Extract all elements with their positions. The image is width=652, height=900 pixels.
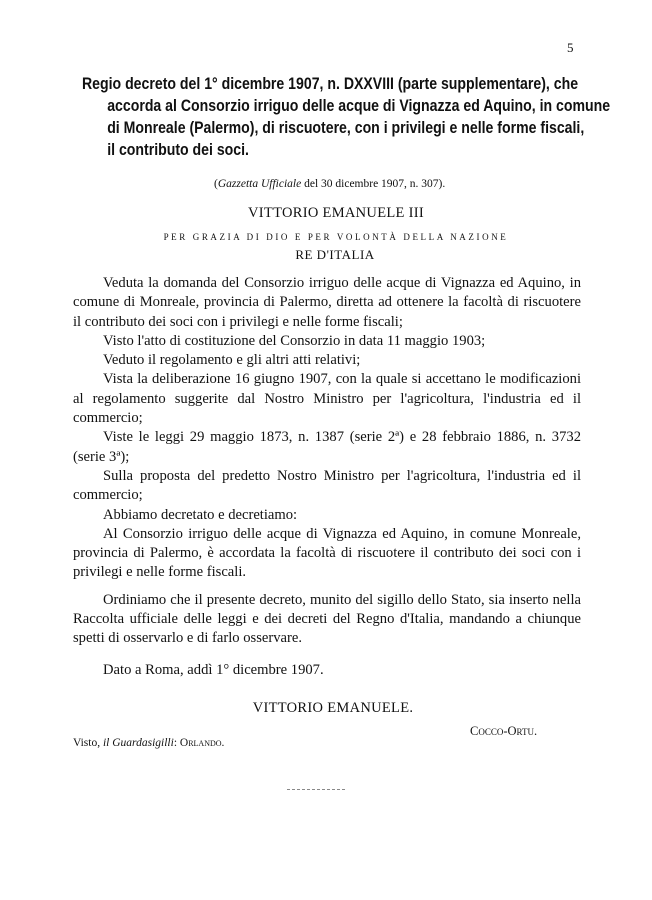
decree-title-line-3: di Monreale (Palermo), di riscuotere, con i privilegi e nelle forme fiscali, bbox=[107, 118, 585, 137]
decree-title-line-4: il contributo dei soci. bbox=[107, 140, 249, 159]
paragraph-laws: Viste le leggi 29 maggio 1873, n. 1387 (serie 2ª) e 28 febbraio 1886, n. 3732 (serie 3ª); bbox=[73, 429, 581, 465]
paragraph-deliberation: Vista la deliberazione 16 giugno 1907, con la quale si accettano le modificazioni al regolamento suggerite dal Nostro Ministro per l'agricoltura, l'industria ed il commercio; bbox=[73, 371, 581, 427]
visto-separator: : bbox=[173, 737, 180, 749]
paragraph-grant: Al Consorzio irriguo delle acque di Vignazza ed Aquino, in comune Monreale, provincia di Palermo, è accordata la facoltà di riscuotere il contributo dei soci con i privilegi e nelle forme fiscali. bbox=[73, 525, 581, 581]
gazette-reference bbox=[214, 178, 445, 190]
decree-title bbox=[82, 73, 611, 161]
paragraph-regulation: Veduto il regolamento e gli altri atti relativi; bbox=[103, 352, 361, 369]
visto-prefix: Visto, bbox=[73, 737, 103, 749]
decree-title-line-1: Regio decreto del 1° dicembre 1907, n. DXXVIII (parte supplementare), che bbox=[82, 74, 579, 93]
paragraph-decree: Abbiamo decretato e decretiamo: bbox=[103, 506, 298, 523]
decree-body bbox=[73, 274, 581, 649]
paragraph-constitution-act: Visto l'atto di costituzione del Consorzio in data 11 maggio 1903; bbox=[103, 332, 486, 349]
end-rule bbox=[287, 789, 345, 790]
paragraph-proposal: Sulla proposta del predetto Nostro Ministro per l'agricoltura, l'industria ed il commercio; bbox=[73, 467, 581, 504]
signature-king: VITTORIO EMANUELE. bbox=[252, 700, 414, 716]
visto-line bbox=[73, 737, 224, 749]
visto-name: Orlando. bbox=[179, 737, 225, 749]
gazette-rest: del 30 dicembre 1907, n. 307). bbox=[301, 178, 446, 190]
king-name: VITTORIO EMANUELE III bbox=[248, 205, 424, 221]
page-number: 5 bbox=[567, 40, 574, 55]
gazette-open: ( bbox=[214, 178, 218, 190]
signature-minister: Cocco-Ortu. bbox=[470, 724, 538, 738]
gazette-name: Gazzetta Ufficiale bbox=[217, 178, 302, 190]
dated-line: Dato a Roma, addì 1° dicembre 1907. bbox=[103, 662, 324, 678]
visto-role: il Guardasigilli bbox=[102, 737, 174, 749]
decree-title-line-2: accorda al Consorzio irriguo delle acque di Vignazza ed Aquino, in comune bbox=[107, 96, 611, 115]
king-title: RE D'ITALIA bbox=[295, 247, 375, 262]
king-grace: PER GRAZIA DI DIO E PER VOLONTÀ DELLA NAZIONE bbox=[163, 232, 509, 242]
paragraph-order: Ordiniamo che il presente decreto, munito del sigillo dello Stato, sia inserto nella Raccolta ufficiale delle leggi e dei decreti del Regno d'Italia, mandando a chiunque spetti di osservarlo e di farlo osservare. bbox=[73, 591, 581, 647]
paragraph-request: Veduta la domanda del Consorzio irriguo delle acque di Vignazza ed Aquino, in comune di Monreale, provincia di Palermo, diretta ad ottenere la facoltà di riscuotere il contributo dei soci con i privilegi e nelle forme fiscali; bbox=[73, 275, 581, 330]
